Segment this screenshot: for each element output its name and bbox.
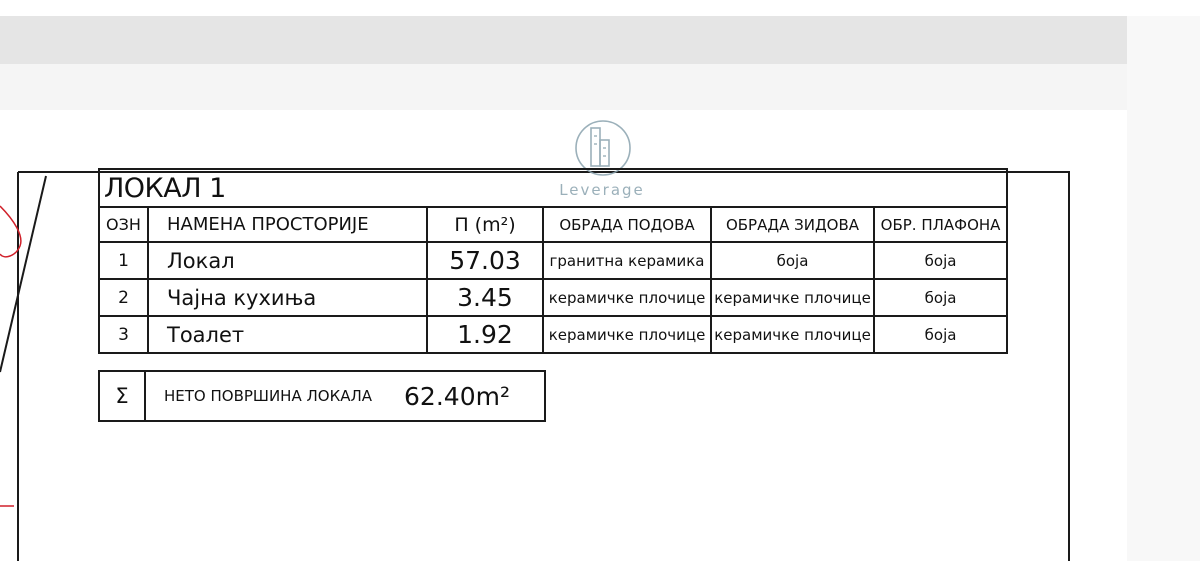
table-row: [99, 316, 1007, 353]
header-wall-finish: ОБРАДА ЗИДОВА: [711, 207, 874, 242]
room-area: 1.92: [427, 316, 543, 353]
ceiling-finish: боја: [874, 279, 1007, 316]
net-area-value: 62.40m²: [404, 381, 510, 411]
row-number: 3: [99, 316, 148, 353]
wall-finish: керамичке плочице: [711, 279, 874, 316]
header-room-purpose: НАМЕНА ПРОСТОРИЈЕ: [148, 207, 427, 242]
wall-finish: керамичке плочице: [711, 316, 874, 353]
row-number: 1: [99, 242, 148, 279]
room-name: Чајна кухиња: [148, 279, 427, 316]
wall-finish: боја: [711, 242, 874, 279]
table-row: [99, 242, 1007, 279]
header-code: ОЗН: [99, 207, 148, 242]
wall-diagonal-line: [0, 176, 46, 372]
net-area-label: НЕТО ПОВРШИНА ЛОКАЛА: [164, 387, 373, 405]
header-ceiling-finish: ОБР. ПЛАФОНА: [874, 207, 1007, 242]
room-name: Локал: [148, 242, 427, 279]
watermark-brand-text: Leverage: [559, 181, 645, 199]
ceiling-finish: боја: [874, 242, 1007, 279]
table-row: [99, 279, 1007, 316]
room-area: 3.45: [427, 279, 543, 316]
room-area: 57.03: [427, 242, 543, 279]
row-number: 2: [99, 279, 148, 316]
floor-finish: керамичке плочице: [543, 279, 711, 316]
rooms-table: [98, 168, 1008, 354]
floor-finish: гранитна керамика: [543, 242, 711, 279]
floor-finish: керамичке плочице: [543, 316, 711, 353]
header-area: П (m²): [427, 207, 543, 242]
top-margin: [0, 0, 1200, 16]
net-area-summary: [98, 370, 546, 422]
table-title: ЛОКАЛ 1: [99, 169, 1007, 207]
room-name: Тоалет: [148, 316, 427, 353]
viewer-spacer: [0, 64, 1127, 110]
net-area-cell: [145, 371, 545, 421]
toolbar-strip: [0, 16, 1127, 64]
sum-symbol: Σ: [99, 371, 145, 421]
right-gutter: [1127, 16, 1200, 561]
table-header-row: [99, 207, 1007, 242]
ceiling-finish: боја: [874, 316, 1007, 353]
header-floor-finish: ОБРАДА ПОДОВА: [543, 207, 711, 242]
